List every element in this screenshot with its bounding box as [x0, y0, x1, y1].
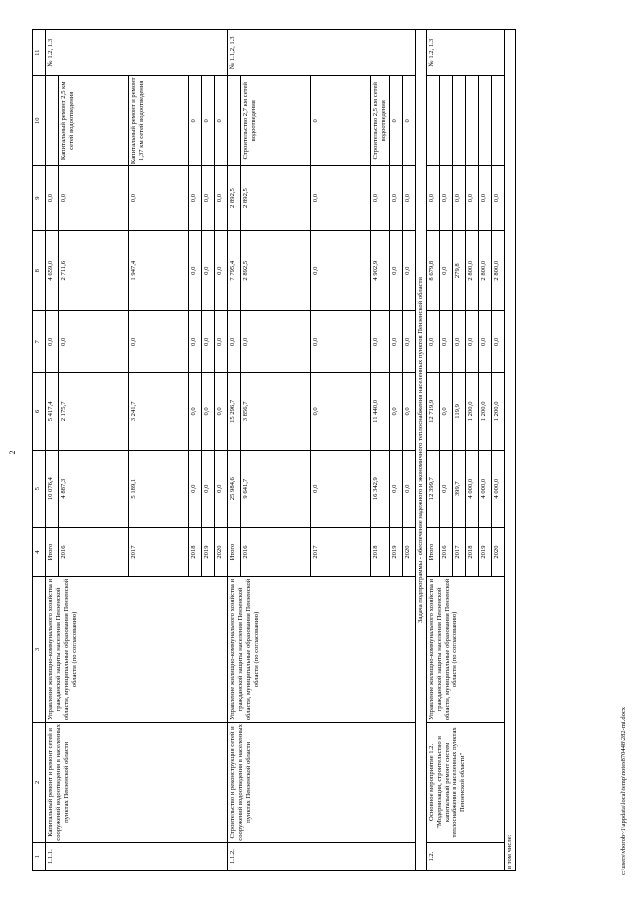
value-col9: 0,0: [491, 166, 504, 231]
result-description: Строительство 2,5 км сетей водоотведения: [371, 76, 390, 166]
year-cell: 2018: [371, 527, 390, 576]
column-number: 10: [33, 76, 46, 166]
value-col7: 0,0: [215, 311, 228, 373]
task-text: Задача подпрограммы - обеспечение надежного и экономичного теплоснабжения населенных пунктов Пензенской области: [415, 30, 426, 871]
year-cell: 2018: [189, 527, 202, 576]
value-col7: 0,0: [402, 311, 415, 373]
value-total: 0,0: [189, 450, 202, 527]
value-total: 16 342,9: [371, 450, 390, 527]
item-name: Строительство и реконструкция сетей и сооружений водоотведения в населенных пунктах Пензенской области: [228, 722, 416, 843]
value-federal: 119,9: [452, 373, 465, 450]
file-path: c:\users\vborob~1\appdata\local\temp\notes870448\282-mi.docx: [620, 707, 627, 875]
task-row: [415, 30, 426, 871]
value-col7: 0,0: [491, 311, 504, 373]
year-cell: Итого: [426, 527, 439, 576]
year-cell: 2020: [402, 527, 415, 576]
value-federal: 5 417,4: [46, 373, 59, 450]
value-col7: 0,0: [189, 311, 202, 373]
year-cell: 2017: [452, 527, 465, 576]
value-federal: 0,0: [202, 373, 215, 450]
year-cell: 2017: [129, 527, 189, 576]
value-regional: 4 902,9: [371, 231, 390, 311]
value-federal: 0,0: [311, 373, 371, 450]
value-col9: 0,0: [452, 166, 465, 231]
value-total: 5 189,1: [129, 450, 189, 527]
value-federal: 0,0: [389, 373, 402, 450]
value-regional: 2 800,0: [465, 231, 478, 311]
value-regional: 4 659,0: [46, 231, 59, 311]
value-col9: 2 892,5: [228, 166, 241, 231]
column-number: 8: [33, 231, 46, 311]
year-cell: 2019: [478, 527, 491, 576]
value-total: 12 399,7: [426, 450, 439, 527]
indicator-ref: № 1.1,2, 1.3: [228, 30, 416, 76]
result-description: Строительство 2,7 км сетей водоотведения: [241, 76, 311, 166]
result-description: [491, 76, 504, 166]
year-cell: 2018: [465, 527, 478, 576]
value-total: 0,0: [402, 450, 415, 527]
item-executor: Управление жилищно-коммунального хозяйства и гражданской защиты населения Пензенской области, муниципальные образования Пензенской области (по согласованию): [46, 577, 228, 722]
value-col9: 0,0: [129, 166, 189, 231]
column-number: 2: [33, 722, 46, 843]
result-description: 0: [202, 76, 215, 166]
value-col7: 0,0: [202, 311, 215, 373]
value-federal: 3 241,7: [129, 373, 189, 450]
year-cell: 2019: [202, 527, 215, 576]
table-row: [426, 30, 439, 871]
value-col7: 0,0: [59, 311, 129, 373]
value-col9: 0,0: [202, 166, 215, 231]
value-regional: 7 795,4: [228, 231, 241, 311]
item-number: 1.1.1.: [46, 843, 228, 871]
value-col7: 0,0: [241, 311, 311, 373]
value-federal: 1 200,0: [465, 373, 478, 450]
value-federal: 0,0: [215, 373, 228, 450]
result-description: 0: [189, 76, 202, 166]
year-cell: 2016: [59, 527, 129, 576]
year-cell: 2017: [311, 527, 371, 576]
value-federal: 0,0: [189, 373, 202, 450]
value-col9: 0,0: [371, 166, 390, 231]
result-description: [465, 76, 478, 166]
value-col9: 0,0: [189, 166, 202, 231]
value-federal: 1 200,0: [478, 373, 491, 450]
column-number: 4: [33, 527, 46, 576]
column-number: 11: [33, 30, 46, 76]
value-col7: 0,0: [452, 311, 465, 373]
value-col9: 0,0: [478, 166, 491, 231]
result-description: Капитальный ремонт 2,5 км сетей водоотведения: [59, 76, 129, 166]
result-description: [452, 76, 465, 166]
value-federal: 12 719,9: [426, 373, 439, 450]
value-col7: 0,0: [465, 311, 478, 373]
value-col7: 0,0: [389, 311, 402, 373]
value-col7: 0,0: [311, 311, 371, 373]
value-total: 4 000,0: [465, 450, 478, 527]
value-regional: 1 947,4: [129, 231, 189, 311]
value-regional: 0,0: [439, 231, 452, 311]
value-regional: 8 679,8: [426, 231, 439, 311]
result-description: 0: [402, 76, 415, 166]
value-col9: 0,0: [439, 166, 452, 231]
item-number: 1.2.: [426, 843, 504, 871]
in-that-number-label: в том числе:: [504, 30, 515, 871]
value-col7: 0,0: [439, 311, 452, 373]
result-description: [228, 76, 241, 166]
result-description: [426, 76, 439, 166]
value-col9: 0,0: [311, 166, 371, 231]
indicator-ref: № 1.2, 1.3: [46, 30, 228, 76]
value-regional: 0,0: [202, 231, 215, 311]
value-total: 9 641,7: [241, 450, 311, 527]
value-total: 0,0: [311, 450, 371, 527]
value-col9: 0,0: [465, 166, 478, 231]
result-description: 0: [389, 76, 402, 166]
value-regional: 2 800,0: [478, 231, 491, 311]
column-number: 6: [33, 373, 46, 450]
value-col7: 0,0: [426, 311, 439, 373]
item-executor: Управление жилищно-коммунального хозяйства и гражданской защиты населения Пензенской области, муниципальные образования Пензенской области (по согласованию): [228, 577, 416, 722]
page-number: 2: [8, 450, 17, 455]
indicator-ref: № 1.2, 1.3: [426, 30, 504, 76]
value-total: 4 887,3: [59, 450, 129, 527]
value-total: 4 000,0: [478, 450, 491, 527]
value-total: 25 984,6: [228, 450, 241, 527]
value-col9: 2 892,5: [241, 166, 311, 231]
column-number: 5: [33, 450, 46, 527]
value-total: 0,0: [439, 450, 452, 527]
result-description: [478, 76, 491, 166]
value-federal: 0,0: [402, 373, 415, 450]
value-col7: 0,0: [46, 311, 59, 373]
value-federal: 11 440,0: [371, 373, 390, 450]
value-col9: 0,0: [426, 166, 439, 231]
column-number: 7: [33, 311, 46, 373]
value-regional: 0,0: [215, 231, 228, 311]
subtotal-label-row: [504, 30, 515, 871]
program-table: [32, 29, 516, 871]
table-row: [228, 30, 241, 871]
value-regional: 2 711,6: [59, 231, 129, 311]
year-cell: Итого: [46, 527, 59, 576]
value-total: 10 076,4: [46, 450, 59, 527]
value-col9: 0,0: [215, 166, 228, 231]
column-number: 9: [33, 166, 46, 231]
value-regional: 0,0: [311, 231, 371, 311]
result-description: 0: [311, 76, 371, 166]
value-federal: 1 200,0: [491, 373, 504, 450]
value-col7: 0,0: [129, 311, 189, 373]
year-cell: Итого: [228, 527, 241, 576]
year-cell: 2020: [491, 527, 504, 576]
result-description: [439, 76, 452, 166]
value-federal: 0,0: [439, 373, 452, 450]
value-total: 0,0: [389, 450, 402, 527]
value-regional: 0,0: [389, 231, 402, 311]
item-name: Основное мероприятие 1.2. "Модернизация, строительство и капитальный ремонт систем теплоснабжения в населенных пунктах Пензенской области": [426, 722, 504, 843]
value-col9: 0,0: [59, 166, 129, 231]
year-cell: 2020: [215, 527, 228, 576]
column-number: 3: [33, 577, 46, 722]
value-total: 4 000,0: [491, 450, 504, 527]
value-regional: 2 800,0: [491, 231, 504, 311]
value-regional: 0,0: [402, 231, 415, 311]
value-federal: 2 175,7: [59, 373, 129, 450]
year-cell: 2016: [241, 527, 311, 576]
value-total: 0,0: [202, 450, 215, 527]
year-cell: 2016: [439, 527, 452, 576]
result-description: [46, 76, 59, 166]
result-description: 0: [215, 76, 228, 166]
value-col7: 0,0: [228, 311, 241, 373]
table-row: [46, 30, 59, 871]
value-col7: 0,0: [478, 311, 491, 373]
value-total: 399,7: [452, 450, 465, 527]
item-number: 1.1.2.: [228, 843, 416, 871]
value-regional: 0,0: [189, 231, 202, 311]
item-name: Капитальный ремонт и ремонт сетей и сооружений водоотведения в населенных пунктах Пензенской области: [46, 722, 228, 843]
value-col9: 0,0: [46, 166, 59, 231]
value-col9: 0,0: [402, 166, 415, 231]
result-description: Капитальный ремонт и ремонт 1,37 км сетей водоотведения: [129, 76, 189, 166]
header-row: [33, 30, 46, 871]
value-regional: 2 892,5: [241, 231, 311, 311]
value-federal: 15 296,7: [228, 373, 241, 450]
column-number: 1: [33, 843, 46, 871]
value-regional: 279,8: [452, 231, 465, 311]
value-col9: 0,0: [389, 166, 402, 231]
value-total: 0,0: [215, 450, 228, 527]
year-cell: 2019: [389, 527, 402, 576]
value-col7: 0,0: [371, 311, 390, 373]
item-executor: Управление жилищно-коммунального хозяйства и гражданской защиты населения Пензенской области, муниципальные образования Пензенской области (по согласованию): [426, 577, 504, 722]
value-federal: 3 856,7: [241, 373, 311, 450]
